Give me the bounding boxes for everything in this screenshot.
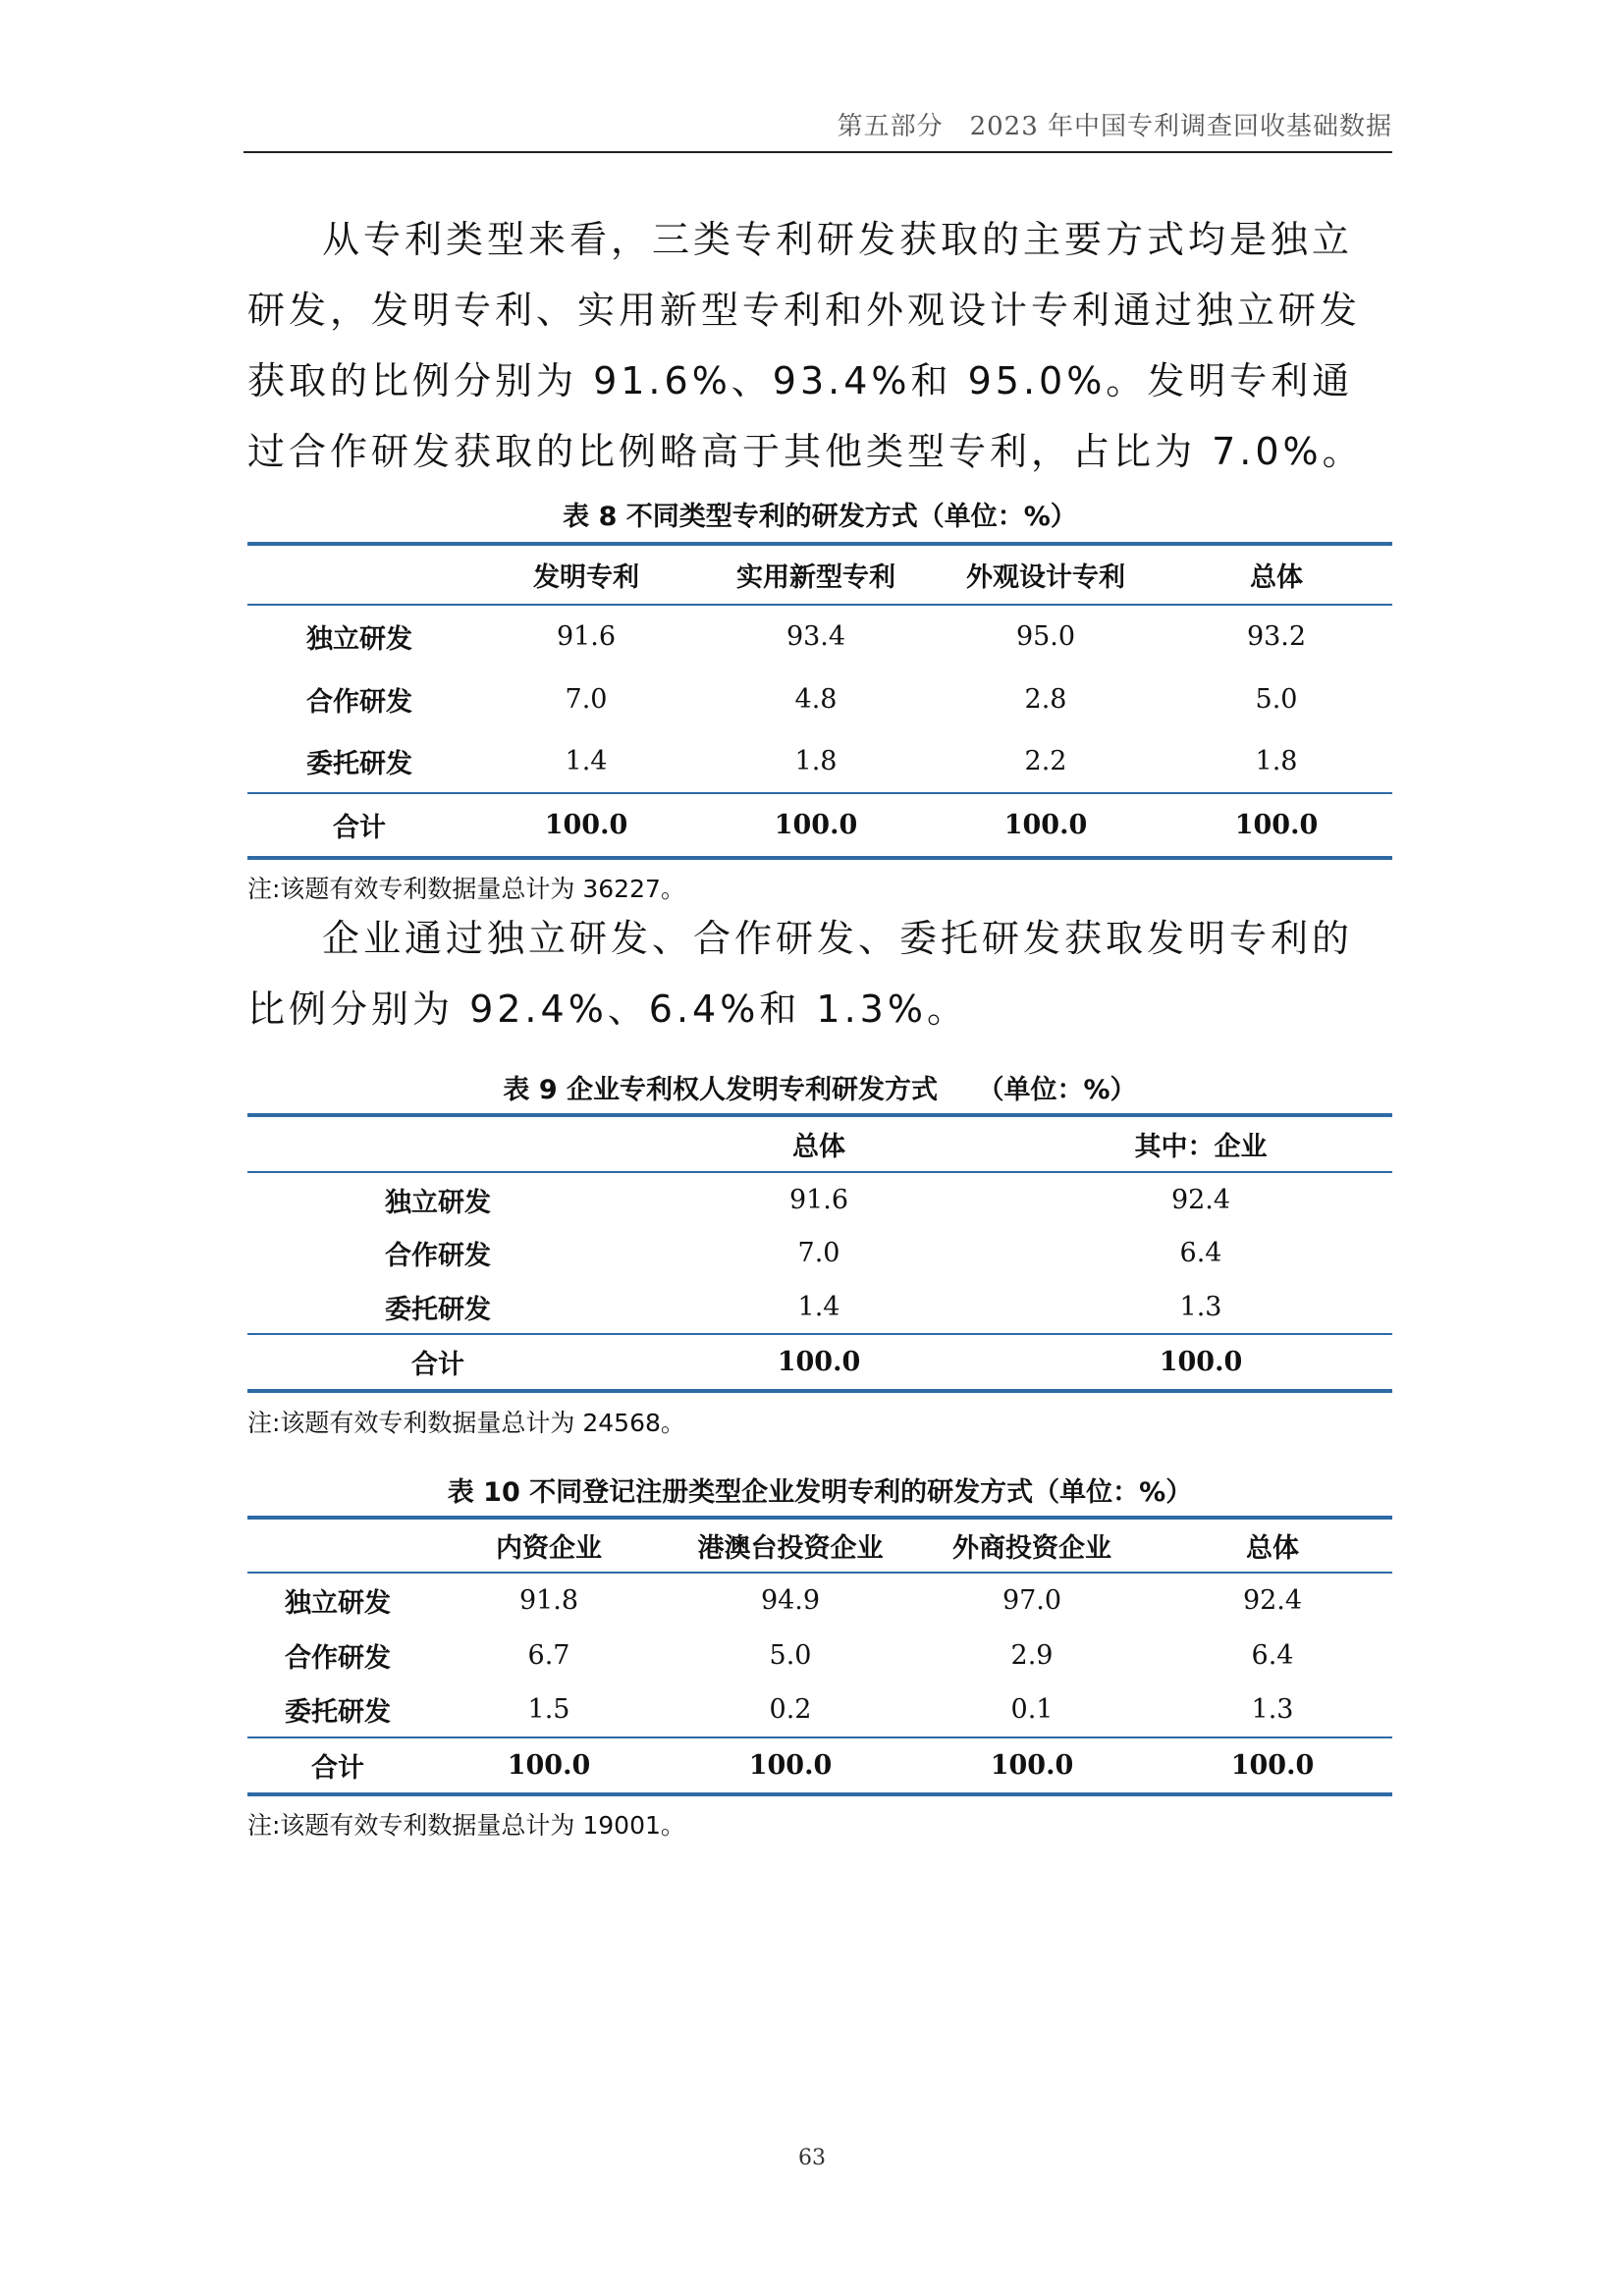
header-cell: 总体 bbox=[1153, 1518, 1392, 1573]
row-label: 合计 bbox=[247, 1334, 628, 1391]
table-header-row bbox=[247, 544, 1392, 605]
table-cell: 93.4 bbox=[785, 621, 846, 652]
table-row bbox=[247, 1628, 1392, 1682]
table-cell: 2.8 bbox=[1024, 683, 1067, 715]
row-label: 合作研发 bbox=[306, 686, 412, 718]
table-total-row bbox=[247, 1334, 1392, 1391]
table-cell: 1.4 bbox=[565, 746, 608, 776]
table-cell: 95.0 bbox=[1015, 621, 1076, 652]
table-row bbox=[247, 1226, 1392, 1280]
header-cell bbox=[247, 1115, 628, 1172]
header-cell bbox=[247, 1518, 428, 1573]
paragraph-text: 从专利类型来看，三类专利研发获取的主要方式均是独立研发，发明专利、实用新型专利和外观设计专利通过独立研发获取的比例分别为 91.6%、93.4%和 95.0%。发明专利通过合作研发获取的比例略高于其他类型专利，占比为 7.0%。 bbox=[247, 218, 1364, 473]
table-cell: 1.5 bbox=[527, 1694, 570, 1725]
header-cell: 外商投资企业 bbox=[911, 1518, 1153, 1573]
row-label: 独立研发 bbox=[385, 1187, 491, 1218]
table-cell: 0.2 bbox=[769, 1694, 812, 1725]
table-cell: 100.0 bbox=[428, 1737, 670, 1794]
header-cell bbox=[247, 544, 471, 605]
table-cell: 91.6 bbox=[556, 621, 617, 652]
table-cell: 2.2 bbox=[1024, 746, 1067, 776]
table-cell: 7.0 bbox=[565, 683, 608, 715]
page-number: 63 bbox=[798, 2146, 826, 2170]
table-9-caption: 表 9 企业专利权人发明专利研发方式 （单位：%） bbox=[503, 1075, 1137, 1105]
table-10 bbox=[247, 1516, 1392, 1796]
table-cell: 100.0 bbox=[931, 793, 1161, 858]
table-cell: 6.4 bbox=[1251, 1639, 1294, 1671]
table-10-note: 注:该题有效专利数据量总计为 19001。 bbox=[247, 1811, 685, 1840]
row-label: 合作研发 bbox=[285, 1642, 391, 1674]
header-cell: 内资企业 bbox=[428, 1518, 670, 1573]
table-cell: 1.3 bbox=[1251, 1694, 1294, 1725]
table-total-row bbox=[247, 1737, 1392, 1794]
table-cell: 100.0 bbox=[1153, 1737, 1392, 1794]
table-cell: 100.0 bbox=[670, 1737, 911, 1794]
row-label: 委托研发 bbox=[385, 1294, 491, 1325]
row-label: 独立研发 bbox=[306, 624, 412, 655]
header-rule bbox=[244, 151, 1392, 153]
table-cell: 1.8 bbox=[1255, 746, 1298, 776]
row-label: 独立研发 bbox=[285, 1588, 391, 1619]
header-cell: 总体 bbox=[1161, 544, 1392, 605]
paragraph-enterprise bbox=[247, 903, 1392, 1044]
table-cell: 100.0 bbox=[1161, 793, 1392, 858]
table-cell: 100.0 bbox=[628, 1334, 1009, 1391]
table-8 bbox=[247, 542, 1392, 860]
table-cell: 91.8 bbox=[518, 1585, 579, 1616]
table-cell: 100.0 bbox=[471, 793, 701, 858]
table-row bbox=[247, 1172, 1392, 1226]
row-label: 委托研发 bbox=[306, 749, 412, 779]
table-header-row bbox=[247, 1518, 1392, 1573]
table-row bbox=[247, 605, 1392, 667]
header-cell: 实用新型专利 bbox=[701, 544, 931, 605]
table-header-row bbox=[247, 1115, 1392, 1172]
table-cell: 94.9 bbox=[760, 1585, 821, 1616]
table-cell: 100.0 bbox=[701, 793, 931, 858]
table-9 bbox=[247, 1113, 1392, 1393]
table-row bbox=[247, 1682, 1392, 1737]
table-cell: 100.0 bbox=[1009, 1334, 1392, 1391]
table-8-note: 注:该题有效专利数据量总计为 36227。 bbox=[247, 875, 685, 903]
table-cell: 7.0 bbox=[797, 1238, 840, 1268]
table-row bbox=[247, 667, 1392, 730]
table-cell: 6.4 bbox=[1179, 1238, 1222, 1268]
table-row bbox=[247, 1573, 1392, 1628]
table-cell: 2.9 bbox=[1010, 1639, 1054, 1671]
table-cell: 1.8 bbox=[794, 746, 838, 776]
table-cell: 92.4 bbox=[1242, 1585, 1303, 1616]
paragraph-patent-type bbox=[247, 204, 1392, 487]
table-row bbox=[247, 1280, 1392, 1334]
table-cell: 4.8 bbox=[794, 683, 838, 715]
header-cell: 港澳台投资企业 bbox=[670, 1518, 911, 1573]
header-cell: 总体 bbox=[628, 1115, 1009, 1172]
row-label: 委托研发 bbox=[285, 1697, 391, 1728]
table-cell: 100.0 bbox=[911, 1737, 1153, 1794]
row-label: 合计 bbox=[247, 793, 471, 858]
table-cell: 91.6 bbox=[788, 1184, 849, 1215]
row-label: 合作研发 bbox=[385, 1241, 491, 1271]
table-total-row bbox=[247, 793, 1392, 858]
table-cell: 1.4 bbox=[797, 1291, 840, 1322]
table-cell: 97.0 bbox=[1001, 1585, 1062, 1616]
header-cell: 其中：企业 bbox=[1009, 1115, 1392, 1172]
table-cell: 5.0 bbox=[769, 1639, 812, 1671]
table-cell: 0.1 bbox=[1010, 1694, 1054, 1725]
table-cell: 1.3 bbox=[1179, 1291, 1222, 1322]
table-cell: 93.2 bbox=[1246, 621, 1307, 652]
table-cell: 5.0 bbox=[1255, 683, 1298, 715]
table-row bbox=[247, 730, 1392, 793]
header-cell: 发明专利 bbox=[471, 544, 701, 605]
running-header: 第五部分 2023 年中国专利调查回收基础数据 bbox=[837, 112, 1392, 141]
header-cell: 外观设计专利 bbox=[931, 544, 1161, 605]
table-cell: 92.4 bbox=[1170, 1184, 1231, 1215]
paragraph-text: 企业通过独立研发、合作研发、委托研发获取发明专利的比例分别为 92.4%、6.4%和 1.3%。 bbox=[247, 917, 1354, 1031]
row-label: 合计 bbox=[247, 1737, 428, 1794]
table-cell: 6.7 bbox=[527, 1639, 570, 1671]
table-9-note: 注:该题有效专利数据量总计为 24568。 bbox=[247, 1409, 685, 1437]
table-10-caption: 表 10 不同登记注册类型企业发明专利的研发方式（单位：%） bbox=[447, 1477, 1193, 1508]
table-8-caption: 表 8 不同类型专利的研发方式（单位：%） bbox=[563, 502, 1077, 532]
